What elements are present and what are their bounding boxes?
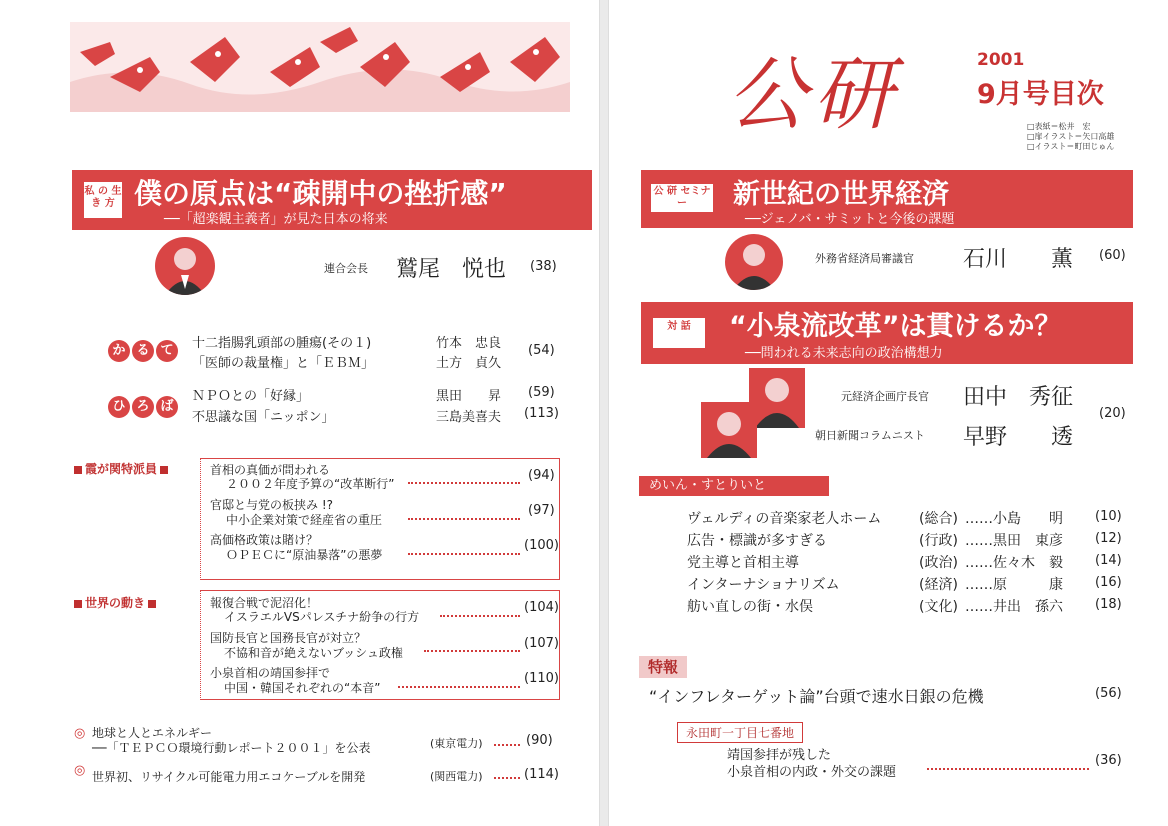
seminar-title: 新世紀の世界経済 <box>733 179 949 210</box>
leader-dots <box>408 518 520 520</box>
double-circle-icon: ◎ <box>74 763 86 778</box>
feature-author-avatar <box>155 237 215 295</box>
leader-dots <box>494 744 520 746</box>
leader-dots <box>398 686 520 688</box>
kasumigaseki-line2: ２００２年度予算の“改革断行” <box>226 477 395 491</box>
energy-line1: 地球と人とエネルギー <box>92 726 213 740</box>
mainstreet-title: 党主導と首相主導 <box>687 555 799 571</box>
taiwa-title: “小泉流改革”は貫けるか？ <box>729 311 1062 342</box>
hiroba-char-2: ろ <box>132 396 154 418</box>
taiwa-person-role: 朝日新聞コラムニスト <box>815 429 925 442</box>
hiroba-item-title: 不思議な国「ニッポン」 <box>192 410 335 425</box>
mainstreet-title: 広告・標識が多すぎる <box>687 533 827 549</box>
feature-page: (38) <box>530 259 557 274</box>
nagatacho-page: (36) <box>1095 753 1122 768</box>
credit-line: □イラスト＝町田じゅん <box>1027 142 1115 151</box>
mainstreet-category: (文化) <box>919 599 958 615</box>
magazine-logo: 公研 <box>727 48 899 141</box>
square-bullet-icon <box>160 466 168 474</box>
mainstreet-page: (16) <box>1095 575 1122 590</box>
feature-subtitle: ──「超楽観主義者」が見た日本の将来 <box>164 212 388 227</box>
mainstreet-page: (12) <box>1095 531 1122 546</box>
nagatacho-line2: 小泉首相の内政・外交の課題 <box>727 765 897 780</box>
taiwa-subtitle: ──問われる未来志向の政治構想力 <box>745 346 943 361</box>
nagatacho-line1: 靖国参拝が残した <box>727 748 832 763</box>
mainstreet-author: ……佐々木 毅 <box>965 555 1063 571</box>
mainstreet-label: めいん・すとりいと <box>639 476 829 496</box>
seminar-headline-bar <box>641 170 1133 228</box>
world-page: (104) <box>524 600 559 615</box>
feature-tag: 私 の 生 き 方 <box>84 182 122 218</box>
hiroba-item-page: (113) <box>524 406 559 421</box>
feature-author-role: 連合会長 <box>324 262 368 275</box>
seminar-subtitle: ──ジェノバ・サミットと今後の課題 <box>745 212 955 227</box>
mainstreet-title: ヴェルディの音楽家老人ホーム <box>687 511 882 527</box>
hiroba-char-3: ば <box>156 396 178 418</box>
credit-line: □表紙＝松井 宏 <box>1027 122 1091 131</box>
mainstreet-title: インターナショナリズム <box>687 577 840 593</box>
double-circle-icon: ◎ <box>74 726 86 741</box>
karute-item-author: 土方 貞久 <box>436 356 502 371</box>
page-gutter <box>600 0 608 826</box>
world-line1: 小泉首相の靖国参拝で <box>210 666 331 680</box>
karute-char-2: る <box>132 340 154 362</box>
taiwa-person-name: 田中 秀征 <box>963 385 1074 410</box>
kasumigaseki-page: (94) <box>528 468 555 483</box>
leader-dots <box>408 482 520 484</box>
world-label-text: 世界の動き <box>85 596 146 610</box>
energy-line2: ──「ＴＥＰＣＯ環境行動レポート２００１」を公表 <box>92 741 371 755</box>
taiwa-person-role: 元経済企画庁長官 <box>841 390 929 403</box>
square-bullet-icon <box>74 466 82 474</box>
karute-char-3: て <box>156 340 178 362</box>
hiroba-item-page: (59) <box>528 385 555 400</box>
feature-headline-bar <box>72 170 592 230</box>
credits <box>1027 122 1114 152</box>
mainstreet-author: ……原 康 <box>965 577 1063 593</box>
mainstreet-category: (経済) <box>919 577 958 593</box>
mainstreet-page: (18) <box>1095 597 1122 612</box>
square-bullet-icon <box>74 600 82 608</box>
hiroba-char-1: ひ <box>108 396 130 418</box>
bird-banner-illustration <box>70 22 570 112</box>
tokuho-label: 特報 <box>639 656 687 678</box>
karute-page: (54) <box>528 343 555 358</box>
world-page: (107) <box>524 636 559 651</box>
nagatacho-label: 永田町一丁目七番地 <box>677 722 803 743</box>
mainstreet-author: ……黒田 東彦 <box>965 533 1063 549</box>
mainstreet-category: (総合) <box>919 511 958 527</box>
hiroba-item-author: 黒田 昇 <box>436 389 502 404</box>
feature-author-name: 鷲尾 悦也 <box>396 257 507 282</box>
kasumigaseki-page: (100) <box>524 538 559 553</box>
energy-line1: 世界初、リサイクル可能電力用エコケーブルを開発 <box>92 770 366 784</box>
kasumigaseki-label <box>74 460 171 477</box>
taiwa-photo-2 <box>701 402 757 458</box>
karute-char-1: か <box>108 340 130 362</box>
kasumigaseki-page: (97) <box>528 503 555 518</box>
leader-dots <box>494 777 520 779</box>
leader-dots <box>408 553 520 555</box>
seminar-author-name: 石川 薫 <box>963 247 1074 272</box>
energy-source: (東京電力) <box>430 737 483 750</box>
leader-dots <box>927 768 1089 770</box>
kasumigaseki-line1: 首相の真価が問われる <box>210 463 331 477</box>
mainstreet-author: ……井出 孫六 <box>965 599 1063 615</box>
feature-title: 僕の原点は“疎開中の挫折感” <box>134 177 507 210</box>
kasumigaseki-line2: ＯＰＥＣに“原油暴落”の悪夢 <box>226 548 383 562</box>
mainstreet-category: (行政) <box>919 533 958 549</box>
mainstreet-page: (10) <box>1095 509 1122 524</box>
square-bullet-icon <box>148 600 156 608</box>
energy-page: (90) <box>526 733 553 748</box>
taiwa-headline-bar <box>641 302 1133 364</box>
world-line1: 国防長官と国務長官が対立？ <box>210 631 367 645</box>
seminar-author-avatar <box>725 234 783 290</box>
seminar-tag: 公 研 セミナー <box>651 184 713 212</box>
world-line1: 報復合戦で泥沼化！ <box>210 596 319 610</box>
energy-source: (関西電力) <box>430 770 483 783</box>
kasumigaseki-line1: 官邸と与党の板挟み !? <box>210 498 333 512</box>
taiwa-photo-1 <box>749 368 805 428</box>
tokuho-page: (56) <box>1095 686 1122 701</box>
credit-line: □扉イラスト＝矢口高雄 <box>1027 132 1115 141</box>
world-label <box>74 594 159 611</box>
leader-dots <box>440 615 520 617</box>
karute-item-author: 竹本 忠良 <box>436 336 502 351</box>
right-page <box>608 0 1168 826</box>
world-line2: イスラエルVSパレスチナ紛争の行方 <box>224 610 420 624</box>
taiwa-page: (20) <box>1099 406 1126 421</box>
tokuho-title: “インフレターゲット論”台頭で速水日銀の危機 <box>649 687 984 706</box>
mainstreet-author: ……小島 明 <box>965 511 1063 527</box>
seminar-page: (60) <box>1099 248 1126 263</box>
energy-page: (114) <box>524 767 559 782</box>
taiwa-tag: 対 話 <box>653 318 705 348</box>
issue-title: 9月号目次 <box>977 79 1104 110</box>
kasumigaseki-line2: 中小企業対策で経産省の重圧 <box>226 513 383 527</box>
world-line2: 不協和音が絶えないブッシュ政権 <box>224 646 403 660</box>
issue-year: 2001 <box>977 50 1025 70</box>
hiroba-item-author: 三島美喜夫 <box>436 410 502 425</box>
world-line2: 中国・韓国それぞれの“本音” <box>224 681 381 695</box>
taiwa-person-name: 早野 透 <box>963 425 1074 450</box>
karute-item-title: 十二指腸乳頭部の腫瘍(その１) <box>192 336 372 351</box>
kasumigaseki-line1: 高価格政策は賭け？ <box>210 533 319 547</box>
karute-item-title: 「医師の裁量権」と「ＥＢＭ」 <box>192 356 375 371</box>
world-page: (110) <box>524 671 559 686</box>
mainstreet-page: (14) <box>1095 553 1122 568</box>
mainstreet-title: 舫い直しの街・水俣 <box>687 599 813 615</box>
seminar-author-role: 外務省経済局審議官 <box>815 252 914 265</box>
hiroba-item-title: ＮＰＯとの「好縁」 <box>192 389 310 404</box>
mainstreet-category: (政治) <box>919 555 958 571</box>
kasumigaseki-label-text: 霞が関特派員 <box>85 462 158 476</box>
leader-dots <box>424 650 520 652</box>
